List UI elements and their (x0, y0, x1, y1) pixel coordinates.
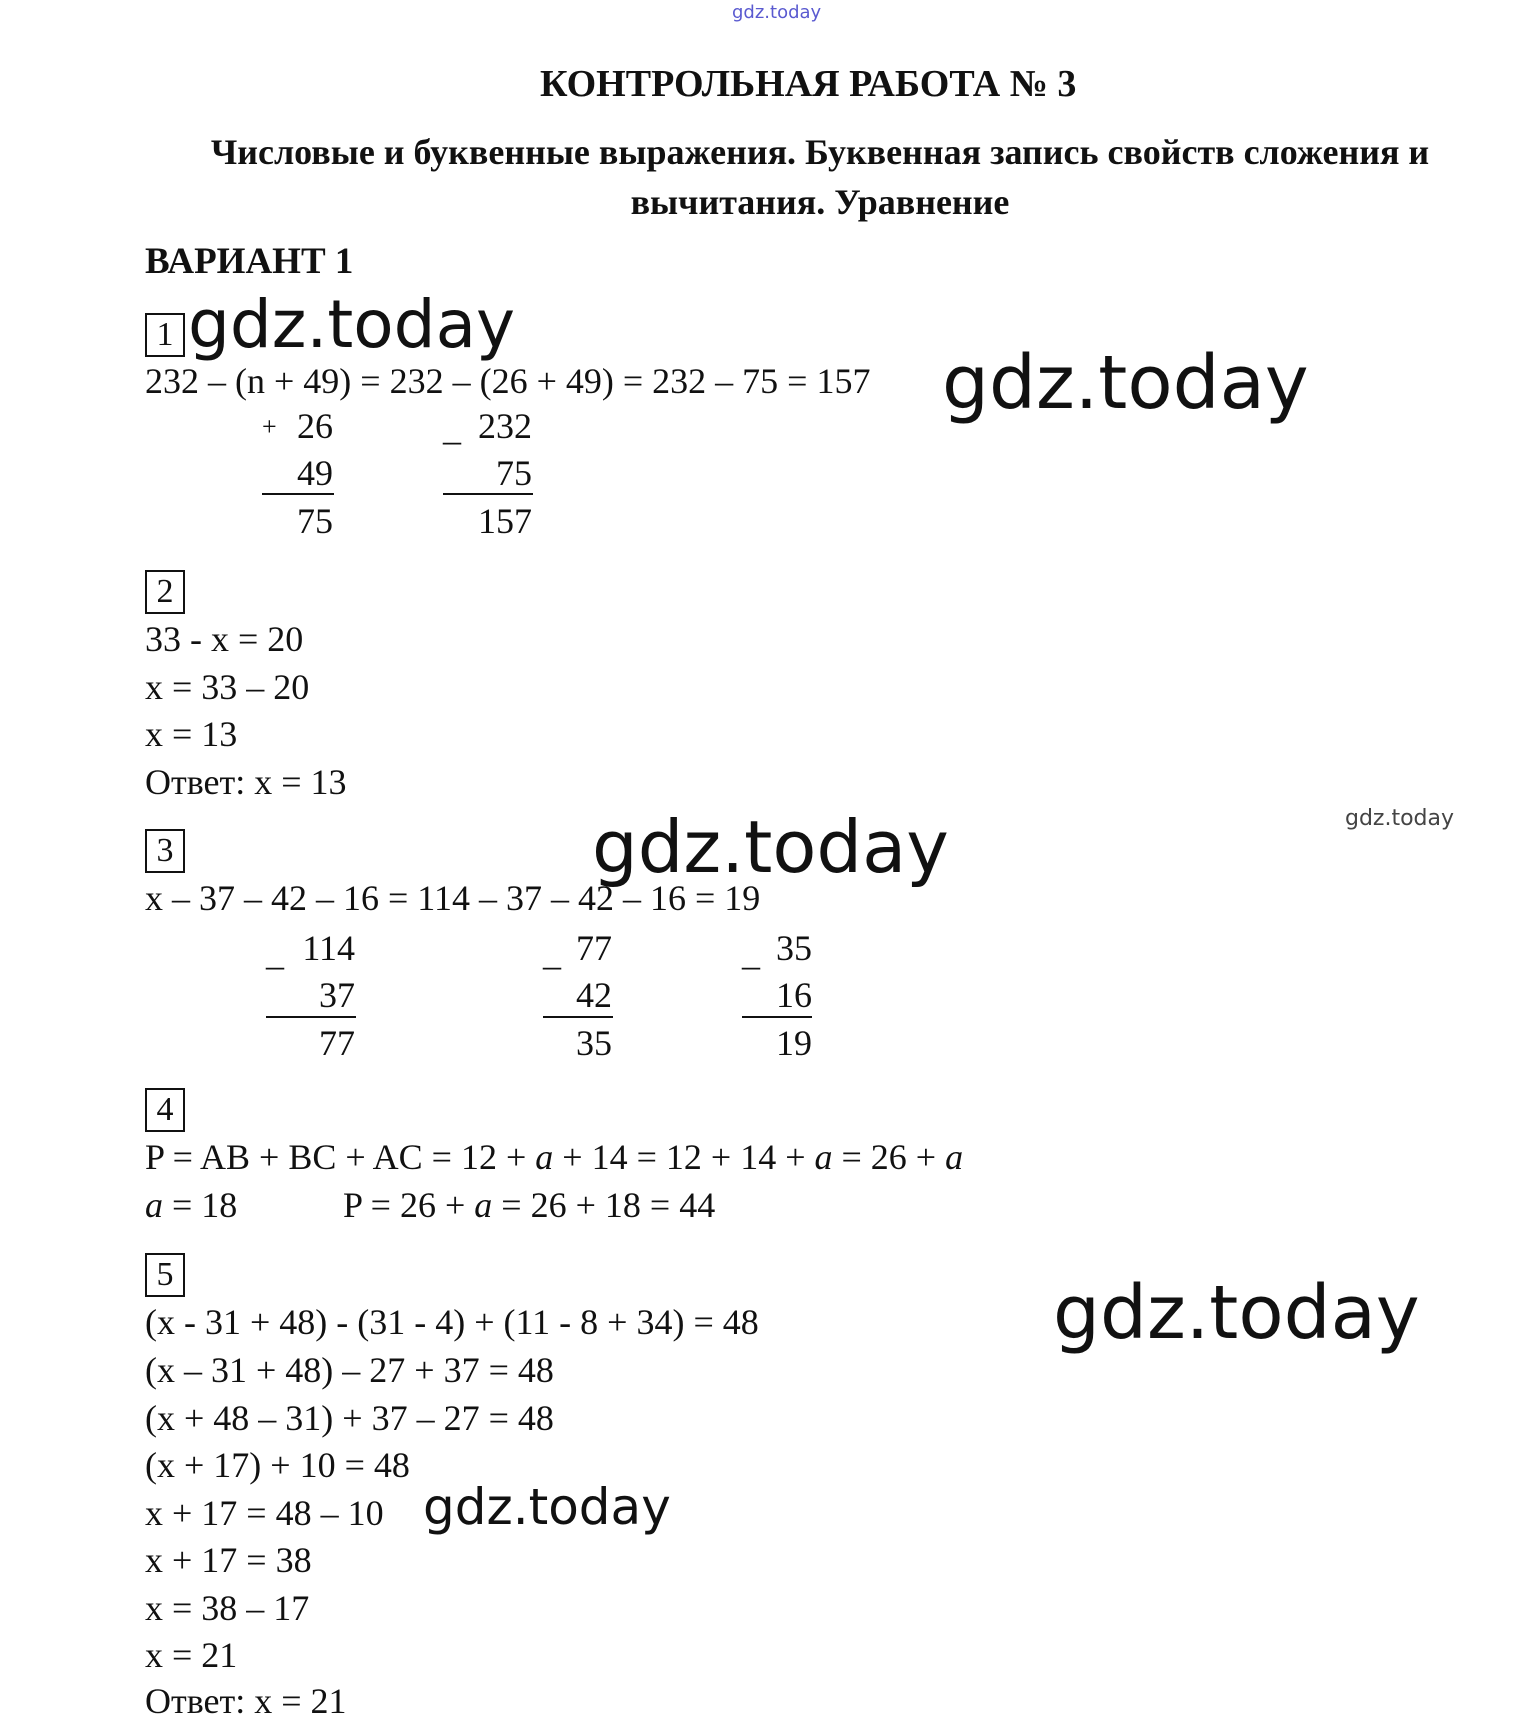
task3-calc1-sign: _ (266, 933, 284, 973)
task1-calc2-a: 232 (478, 406, 532, 446)
task1-calc2-rule (443, 493, 533, 495)
task3-calc3-a: 35 (776, 928, 812, 968)
task1-calc2-result: 157 (478, 501, 532, 541)
task3-calc2-b: 42 (576, 975, 612, 1015)
task2-line: x = 33 – 20 (145, 667, 310, 707)
task1-calc1-rule (262, 493, 334, 495)
task3-calc1-b: 37 (319, 975, 355, 1015)
task3-calc1-a: 114 (302, 928, 355, 968)
task1-calc1-b: 49 (297, 453, 333, 493)
watermark-top: gdz.today (732, 2, 822, 23)
watermark: gdz.today (423, 1478, 671, 1536)
task4-variable-a: a (535, 1137, 554, 1177)
task3-calc3-b: 16 (776, 975, 812, 1015)
task5-line: x = 38 – 17 (145, 1588, 310, 1628)
variant-heading: ВАРИАНТ 1 (145, 241, 354, 282)
task4-text: + 14 = 12 + 14 + (553, 1137, 815, 1177)
task1-calc1-a: 26 (297, 406, 333, 446)
task2-answer: Ответ: x = 13 (145, 762, 347, 802)
task-number-2: 2 (145, 570, 185, 614)
task5-answer: Ответ: x = 21 (145, 1681, 347, 1721)
watermark: gdz.today (1053, 1270, 1420, 1356)
task3-calc3-result: 19 (776, 1023, 812, 1063)
watermark: gdz.today (188, 286, 516, 363)
task3-calc1-result: 77 (319, 1023, 355, 1063)
watermark: gdz.today (942, 340, 1309, 426)
task5-line: (x – 31 + 48) – 27 + 37 = 48 (145, 1350, 554, 1390)
task5-line: x + 17 = 38 (145, 1540, 312, 1580)
task4-variable-a: a (814, 1137, 833, 1177)
task-number-3: 3 (145, 829, 185, 873)
task1-calc2-sign: _ (443, 408, 461, 448)
task5-line: x = 21 (145, 1635, 238, 1675)
task2-line: 33 - x = 20 (145, 619, 304, 659)
task1-equation: 232 – (n + 49) = 232 – (26 + 49) = 232 – 75 = 157 (145, 361, 871, 401)
task5-line: x + 17 = 48 – 10 (145, 1493, 384, 1533)
task5-line: (x - 31 + 48) - (31 - 4) + (11 - 8 + 34) = 48 (145, 1302, 759, 1342)
task3-calc3-rule (742, 1016, 812, 1018)
task4-variable-a: a (945, 1137, 964, 1177)
task3-calc2-result: 35 (576, 1023, 612, 1063)
task4-variable-a: a (145, 1185, 163, 1225)
task3-calc3-sign: _ (742, 933, 760, 973)
task1-calc2-b: 75 (496, 453, 532, 493)
task1-calc1-result: 75 (297, 501, 333, 541)
task2-line: x = 13 (145, 714, 238, 754)
task-number-4: 4 (145, 1088, 185, 1132)
task4-text: P = 26 + (343, 1185, 475, 1225)
task1-calc1-sign: + (262, 412, 277, 441)
page-title: КОНТРОЛЬНАЯ РАБОТА № 3 (540, 63, 1077, 105)
task3-calc1-rule (266, 1016, 356, 1018)
task-number-5: 5 (145, 1253, 185, 1297)
task3-calc2-rule (543, 1016, 613, 1018)
task3-equation: x – 37 – 42 – 16 = 114 – 37 – 42 – 16 = 19 (145, 878, 761, 918)
watermark: gdz.today (1345, 806, 1455, 831)
task3-calc2-sign: _ (543, 933, 561, 973)
task4-result-line (343, 1184, 715, 1226)
task-number-1: 1 (145, 313, 185, 357)
task3-calc2-a: 77 (576, 928, 612, 968)
task4-text: = 26 + 18 = 44 (492, 1185, 716, 1225)
page-subtitle: Числовые и буквенные выражения. Буквенная запись свойств сложения и вычитания. Уравнение (210, 132, 1430, 222)
watermark: gdz.today (592, 805, 949, 889)
task4-text: = 26 + (832, 1137, 946, 1177)
task5-line: (x + 17) + 10 = 48 (145, 1445, 410, 1485)
task4-text: P = AB + BC + AC = 12 + (145, 1137, 536, 1177)
task4-text: = 18 (163, 1185, 238, 1225)
task4-value-line (145, 1184, 237, 1226)
task4-perimeter-line (145, 1136, 963, 1178)
task4-variable-a: a (474, 1185, 493, 1225)
task5-line: (x + 48 – 31) + 37 – 27 = 48 (145, 1398, 554, 1438)
